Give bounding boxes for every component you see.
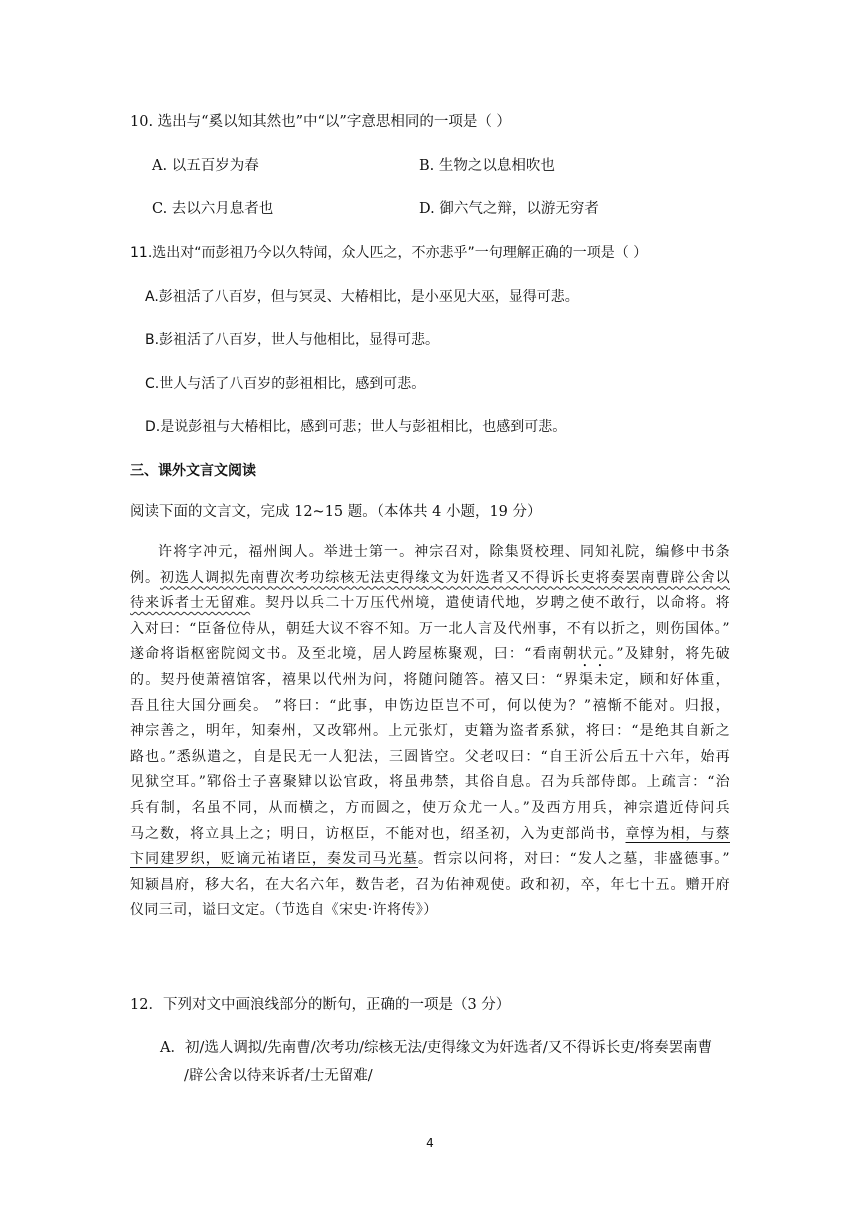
passage-line: 仪同三司，谥曰文定。（节选自《宋史·许将传》）: [130, 902, 438, 919]
q11-stem: 11.选出对“而彭祖乃今以久特闻，众人匹之，不亦悲乎”一句理解正确的一项是（ ）: [130, 245, 648, 261]
passage-text: 。哲宗以问将，对曰：“发人之墓，非盛德事。”: [417, 851, 730, 868]
passage-line: 许将字冲元，福州闽人。举进士第一。神宗召对，除集贤校理、同知礼院，编修中书条: [158, 544, 730, 560]
page-number: 4: [426, 1136, 434, 1150]
q12-stem: 12．下列对文中画浪线部分的断句，正确的一项是（3 分）: [130, 997, 511, 1013]
wavy-underlined-text: 初选人调拟先南曹次考功综核无法吏得缘文为奸选者又不得诉长吏将奏罢南曹辟公舍以: [160, 569, 730, 586]
q10-stem: 10. 选出与“奚以知其然也”中“以”字意思相同的一项是（ ）: [130, 114, 511, 130]
passage-text: 。契丹以兵二十万压代州境，遣使请代地，岁聘之使不敢行，以命将。将: [250, 595, 730, 612]
q10-option-c: C. 去以六月息者也: [152, 201, 274, 217]
wavy-underlined-text: 待来诉者士无留难: [130, 595, 251, 612]
passage-line: 见狱空耳。”郓俗士子喜聚肄以讼官政，将虽弗禁，其俗自息。召为兵部侍郎。上疏言：“治: [130, 774, 730, 791]
passage-line: 路也。”悉纵遣之，自是民无一人犯法，三圄皆空。父老叹曰：“自王沂公后五十六年，始再: [130, 748, 730, 765]
passage-line: [130, 566, 730, 592]
passage-line: [130, 591, 730, 617]
passage-line: 兵有制，名虽不同，从而横之，方而圆之，使万众尤一人。”及西方用兵，神宗遣近侍问兵: [130, 799, 730, 816]
q10-option-b: B. 生物之以息相吹也: [419, 158, 555, 174]
q11-option-d: D.是说彭祖与大椿相比，感到可悲；世人与彭祖相比，也感到可悲。: [145, 419, 567, 435]
q12-option-a-line1: A．初/选人调拟/先南曹/次考功/综核无法/吏得缘文为奸选者/又不得诉长吏/将奏罢南曹: [160, 1040, 713, 1056]
passage-line: 吾且往大国分画矣。 ”将曰：“此事，申饬边臣岂不可，何以使为？”禧惭不能对。归报，: [130, 697, 730, 714]
q10-option-d: D. 御六气之辩，以游无穷者: [419, 201, 599, 217]
passage-line: [130, 822, 730, 848]
passage-text: 遂命将诣枢密院阅文书。及至北境，居人跨屋栋聚观，曰：“看南朝: [130, 646, 578, 663]
passage-text: 。”及肄射，将先破: [608, 646, 730, 663]
q10-option-a: A. 以五百岁为春: [152, 158, 259, 174]
classical-passage: [130, 540, 730, 924]
underlined-text: 章惇为相，与蔡: [625, 825, 730, 842]
underlined-text: 卞同建罗织，贬谪元祐诸臣，奏发司马光墓: [130, 851, 418, 868]
dotted-text: 状元: [577, 646, 609, 663]
passage-line: 的。契丹使萧禧馆客，禧果以代州为问，将随问随答。禧又曰：“界渠未定，顾和好体重，: [130, 671, 730, 688]
q12-option-a-line2: /辟公舍以待来诉者/士无留难/: [184, 1068, 373, 1084]
section-heading: 三、课外文言文阅读: [130, 463, 256, 479]
passage-line: 入对曰：“臣备位侍从，朝廷大议不容不知。万一北人言及代州事，不有以折之，则伤国体。”: [130, 620, 730, 637]
passage-text: 例。: [130, 569, 161, 586]
passage-line: [130, 642, 730, 668]
q11-option-c: C.世人与活了八百岁的彭祖相比，感到可悲。: [145, 376, 426, 392]
passage-line: [130, 847, 730, 873]
passage-text: 马之数，将立具上之；明日，访枢臣，不能对也，绍圣初，入为吏部尚书，: [130, 825, 626, 842]
q11-option-a: A.彭祖活了八百岁，但与冥灵、大椿相比，是小巫见大巫，显得可悲。: [145, 289, 579, 305]
q11-option-b: B.彭祖活了八百岁，世人与他相比，显得可悲。: [145, 332, 440, 348]
passage-line: 知颍昌府，移大名，在大名六年，数告老，召为佑神观使。政和初，卒，年七十五。赠开府: [130, 876, 730, 893]
section-instruction: 阅读下面的文言文，完成 12~15 题。（本体共 4 小题，19 分）: [130, 504, 542, 520]
passage-line: 神宗善之，明年，知秦州，又改郓州。上元张灯，吏籍为盗者系狱，将曰：“是绝其自新之: [130, 723, 730, 740]
